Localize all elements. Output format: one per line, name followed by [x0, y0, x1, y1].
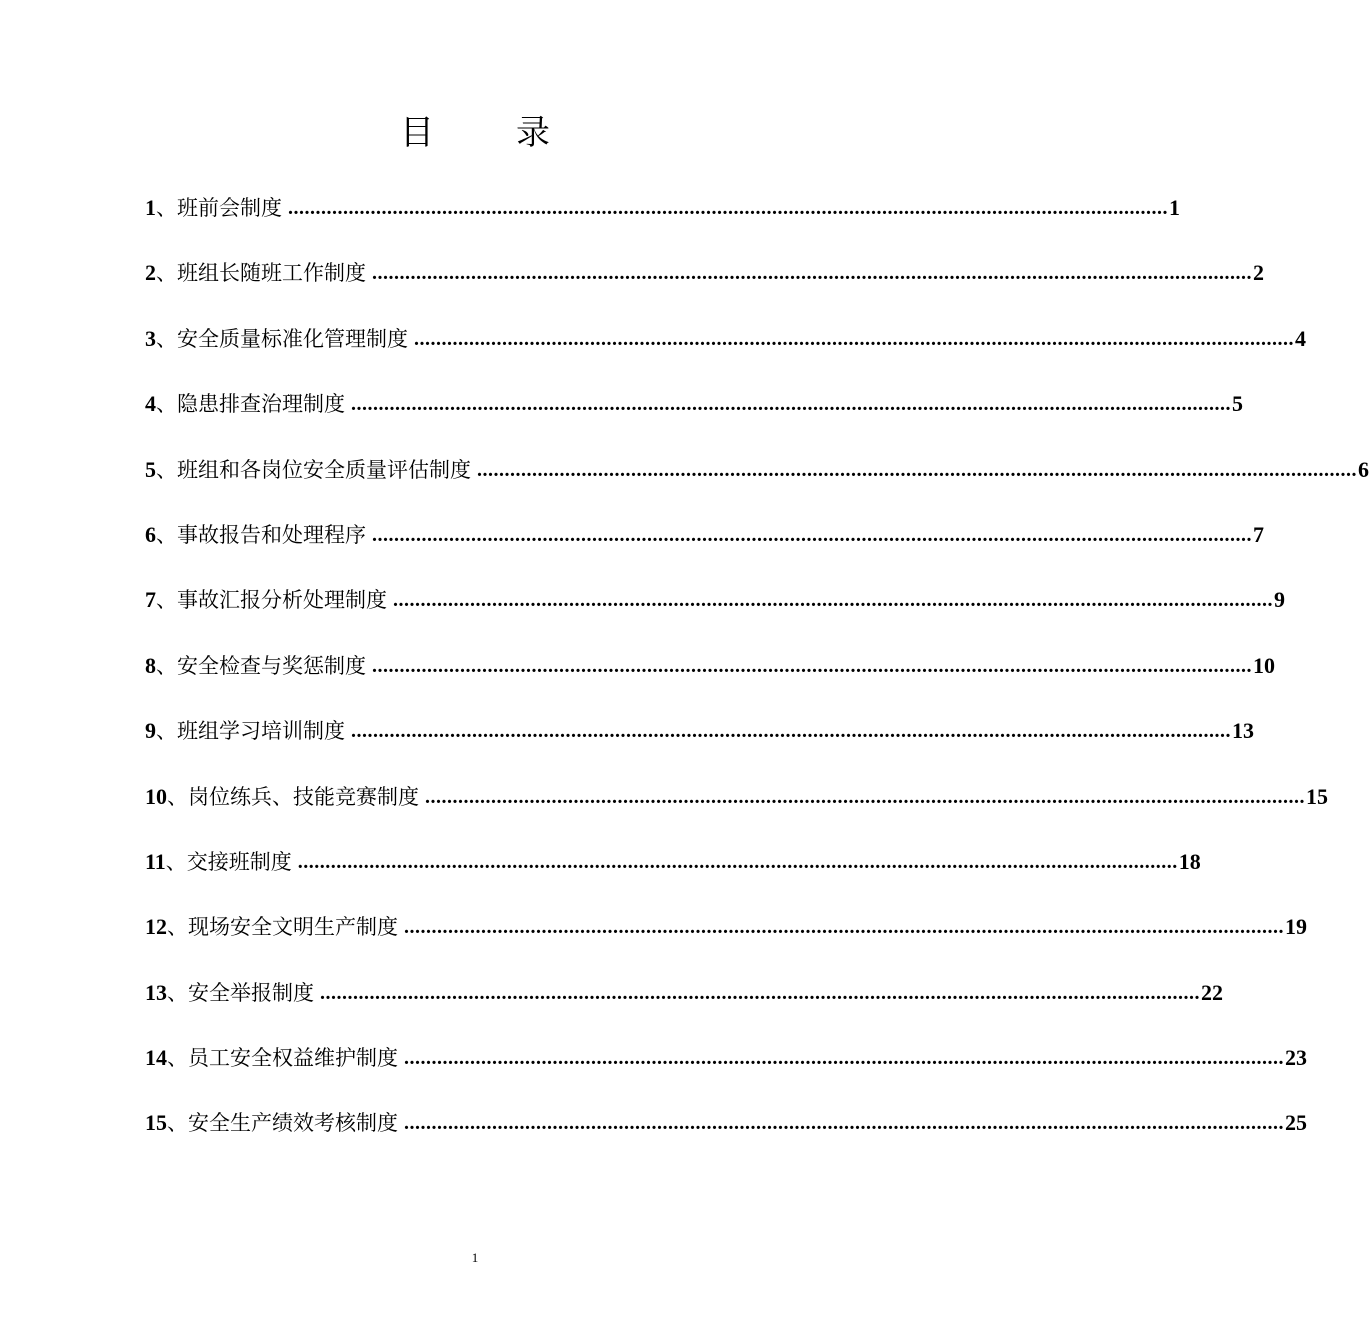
toc-dot-leader: ................................................................................................................................................................ [320, 981, 1200, 1004]
toc-entry-number: 1 [145, 195, 156, 220]
toc-entry-page: 25 [1285, 1110, 1307, 1136]
toc-entry-page: 9 [1274, 587, 1285, 613]
toc-entry[interactable] [145, 186, 1180, 251]
toc-entry[interactable] [145, 251, 1264, 316]
toc-entry[interactable] [145, 840, 1201, 905]
toc-dot-leader: ................................................................................................................................................................ [425, 785, 1305, 808]
toc-entry[interactable] [145, 905, 1307, 970]
toc-entry-title: 安全举报制度 [188, 980, 314, 1005]
toc-entry[interactable] [145, 448, 1369, 513]
toc-entry-page: 10 [1253, 652, 1275, 678]
toc-dot-leader: ................................................................................................................................................................ [351, 720, 1231, 743]
toc-entry-separator: 、 [165, 849, 187, 874]
toc-entry[interactable] [145, 578, 1285, 643]
toc-entry-page: 22 [1201, 979, 1223, 1005]
toc-dot-leader: ................................................................................................................................................................ [404, 1112, 1284, 1135]
toc-entry-title: 班前会制度 [177, 196, 282, 220]
toc-entry[interactable] [145, 775, 1328, 840]
toc-entry-title: 交接班制度 [186, 849, 292, 874]
toc-entry-title: 事故报告和处理程序 [177, 522, 366, 547]
toc-entry-title: 事故汇报分析处理制度 [177, 588, 387, 613]
toc-entry-separator: 、 [156, 522, 177, 547]
toc-entry[interactable] [145, 1101, 1307, 1166]
toc-dot-leader: ................................................................................................................................................................ [414, 327, 1294, 350]
toc-entry-page: 23 [1285, 1045, 1307, 1071]
toc-entry-title: 安全质量标准化管理制度 [177, 326, 408, 351]
toc-entry-number: 15 [145, 1110, 167, 1136]
toc-entry-number: 12 [145, 914, 167, 940]
toc-dot-leader: ................................................................................................................................................................ [393, 589, 1273, 612]
toc-entry-number: 2 [145, 260, 156, 286]
toc-entry-page: 15 [1306, 783, 1328, 809]
toc-entry-number: 8 [145, 652, 156, 678]
toc-entry-separator: 、 [167, 1046, 188, 1071]
toc-entry-page: 2 [1253, 260, 1264, 286]
toc-entry-title: 安全生产绩效考核制度 [188, 1111, 398, 1136]
toc-entry[interactable] [145, 513, 1264, 578]
toc-entry-title: 员工安全权益维护制度 [188, 1046, 398, 1071]
toc-entry-title: 现场安全文明生产制度 [188, 915, 398, 940]
toc-entry[interactable] [145, 971, 1223, 1036]
toc-entry-number: 10 [145, 783, 167, 809]
toc-entry-separator: 、 [156, 261, 177, 286]
toc-entry-page: 5 [1232, 391, 1243, 417]
toc-entry-page: 13 [1232, 718, 1254, 744]
toc-entry-separator: 、 [156, 653, 177, 678]
toc-entry-page: 7 [1253, 521, 1264, 547]
toc-entry[interactable] [145, 709, 1254, 774]
page-title-part1: 目 [400, 113, 434, 153]
toc-entry-separator: 、 [156, 392, 177, 417]
toc-entry-separator: 、 [156, 719, 177, 744]
toc-entry[interactable] [145, 317, 1306, 382]
toc-dot-leader: ................................................................................................................................................................ [404, 1047, 1284, 1070]
toc-dot-leader: ................................................................................................................................................................ [404, 916, 1284, 939]
toc-entry[interactable] [145, 644, 1275, 709]
toc-entry-number: 6 [145, 521, 156, 547]
toc-entry-separator: 、 [167, 915, 188, 940]
page-title [0, 108, 950, 158]
toc-entry-number: 7 [145, 587, 156, 613]
toc-entry-title: 岗位练兵、技能竞赛制度 [188, 784, 419, 809]
toc-entry-number: 4 [145, 391, 156, 417]
toc-entry-page: 18 [1178, 848, 1201, 874]
toc-entry-number: 11 [145, 848, 166, 874]
toc-entry-number: 14 [145, 1045, 167, 1071]
toc-entry-separator: 、 [156, 588, 177, 613]
toc-dot-leader: ................................................................................................................................................................ [477, 458, 1357, 481]
toc-entry-title: 安全检查与奖惩制度 [177, 653, 366, 678]
toc-entry-separator: 、 [167, 980, 188, 1005]
toc-entry-title: 隐患排查治理制度 [177, 392, 345, 417]
toc-entry-separator: 、 [156, 326, 177, 351]
toc-dot-leader: ................................................................................................................................................................ [297, 850, 1178, 873]
toc-entry[interactable] [145, 1036, 1307, 1101]
toc-entry-number: 5 [145, 456, 156, 482]
toc-dot-leader: ................................................................................................................................................................ [288, 197, 1168, 219]
toc-entry-number: 9 [145, 718, 156, 744]
toc-entry-page: 19 [1285, 914, 1307, 940]
toc-entry-title: 班组和各岗位安全质量评估制度 [177, 457, 471, 482]
toc-dot-leader: ................................................................................................................................................................ [372, 654, 1252, 677]
toc-entry-title: 班组长随班工作制度 [177, 261, 366, 286]
toc-entry-separator: 、 [156, 457, 177, 482]
toc-entry-separator: 、 [167, 1111, 188, 1136]
toc-entry-title: 班组学习培训制度 [177, 719, 345, 744]
toc-dot-leader: ................................................................................................................................................................ [351, 393, 1231, 416]
page-title-part2: 录 [516, 113, 550, 153]
page-number: 1 [471, 1250, 479, 1265]
toc-dot-leader: ................................................................................................................................................................ [372, 262, 1252, 285]
toc-entry-separator: 、 [167, 784, 188, 809]
toc-entry-number: 13 [145, 979, 167, 1005]
table-of-contents [145, 186, 1369, 1167]
toc-entry-separator: 、 [156, 196, 177, 220]
toc-entry-page: 1 [1169, 195, 1180, 220]
toc-entry-number: 3 [145, 325, 156, 351]
toc-entry-page: 4 [1295, 325, 1306, 351]
toc-entry-page: 6 [1358, 456, 1369, 482]
toc-entry[interactable] [145, 382, 1243, 447]
toc-dot-leader: ................................................................................................................................................................ [372, 523, 1252, 546]
